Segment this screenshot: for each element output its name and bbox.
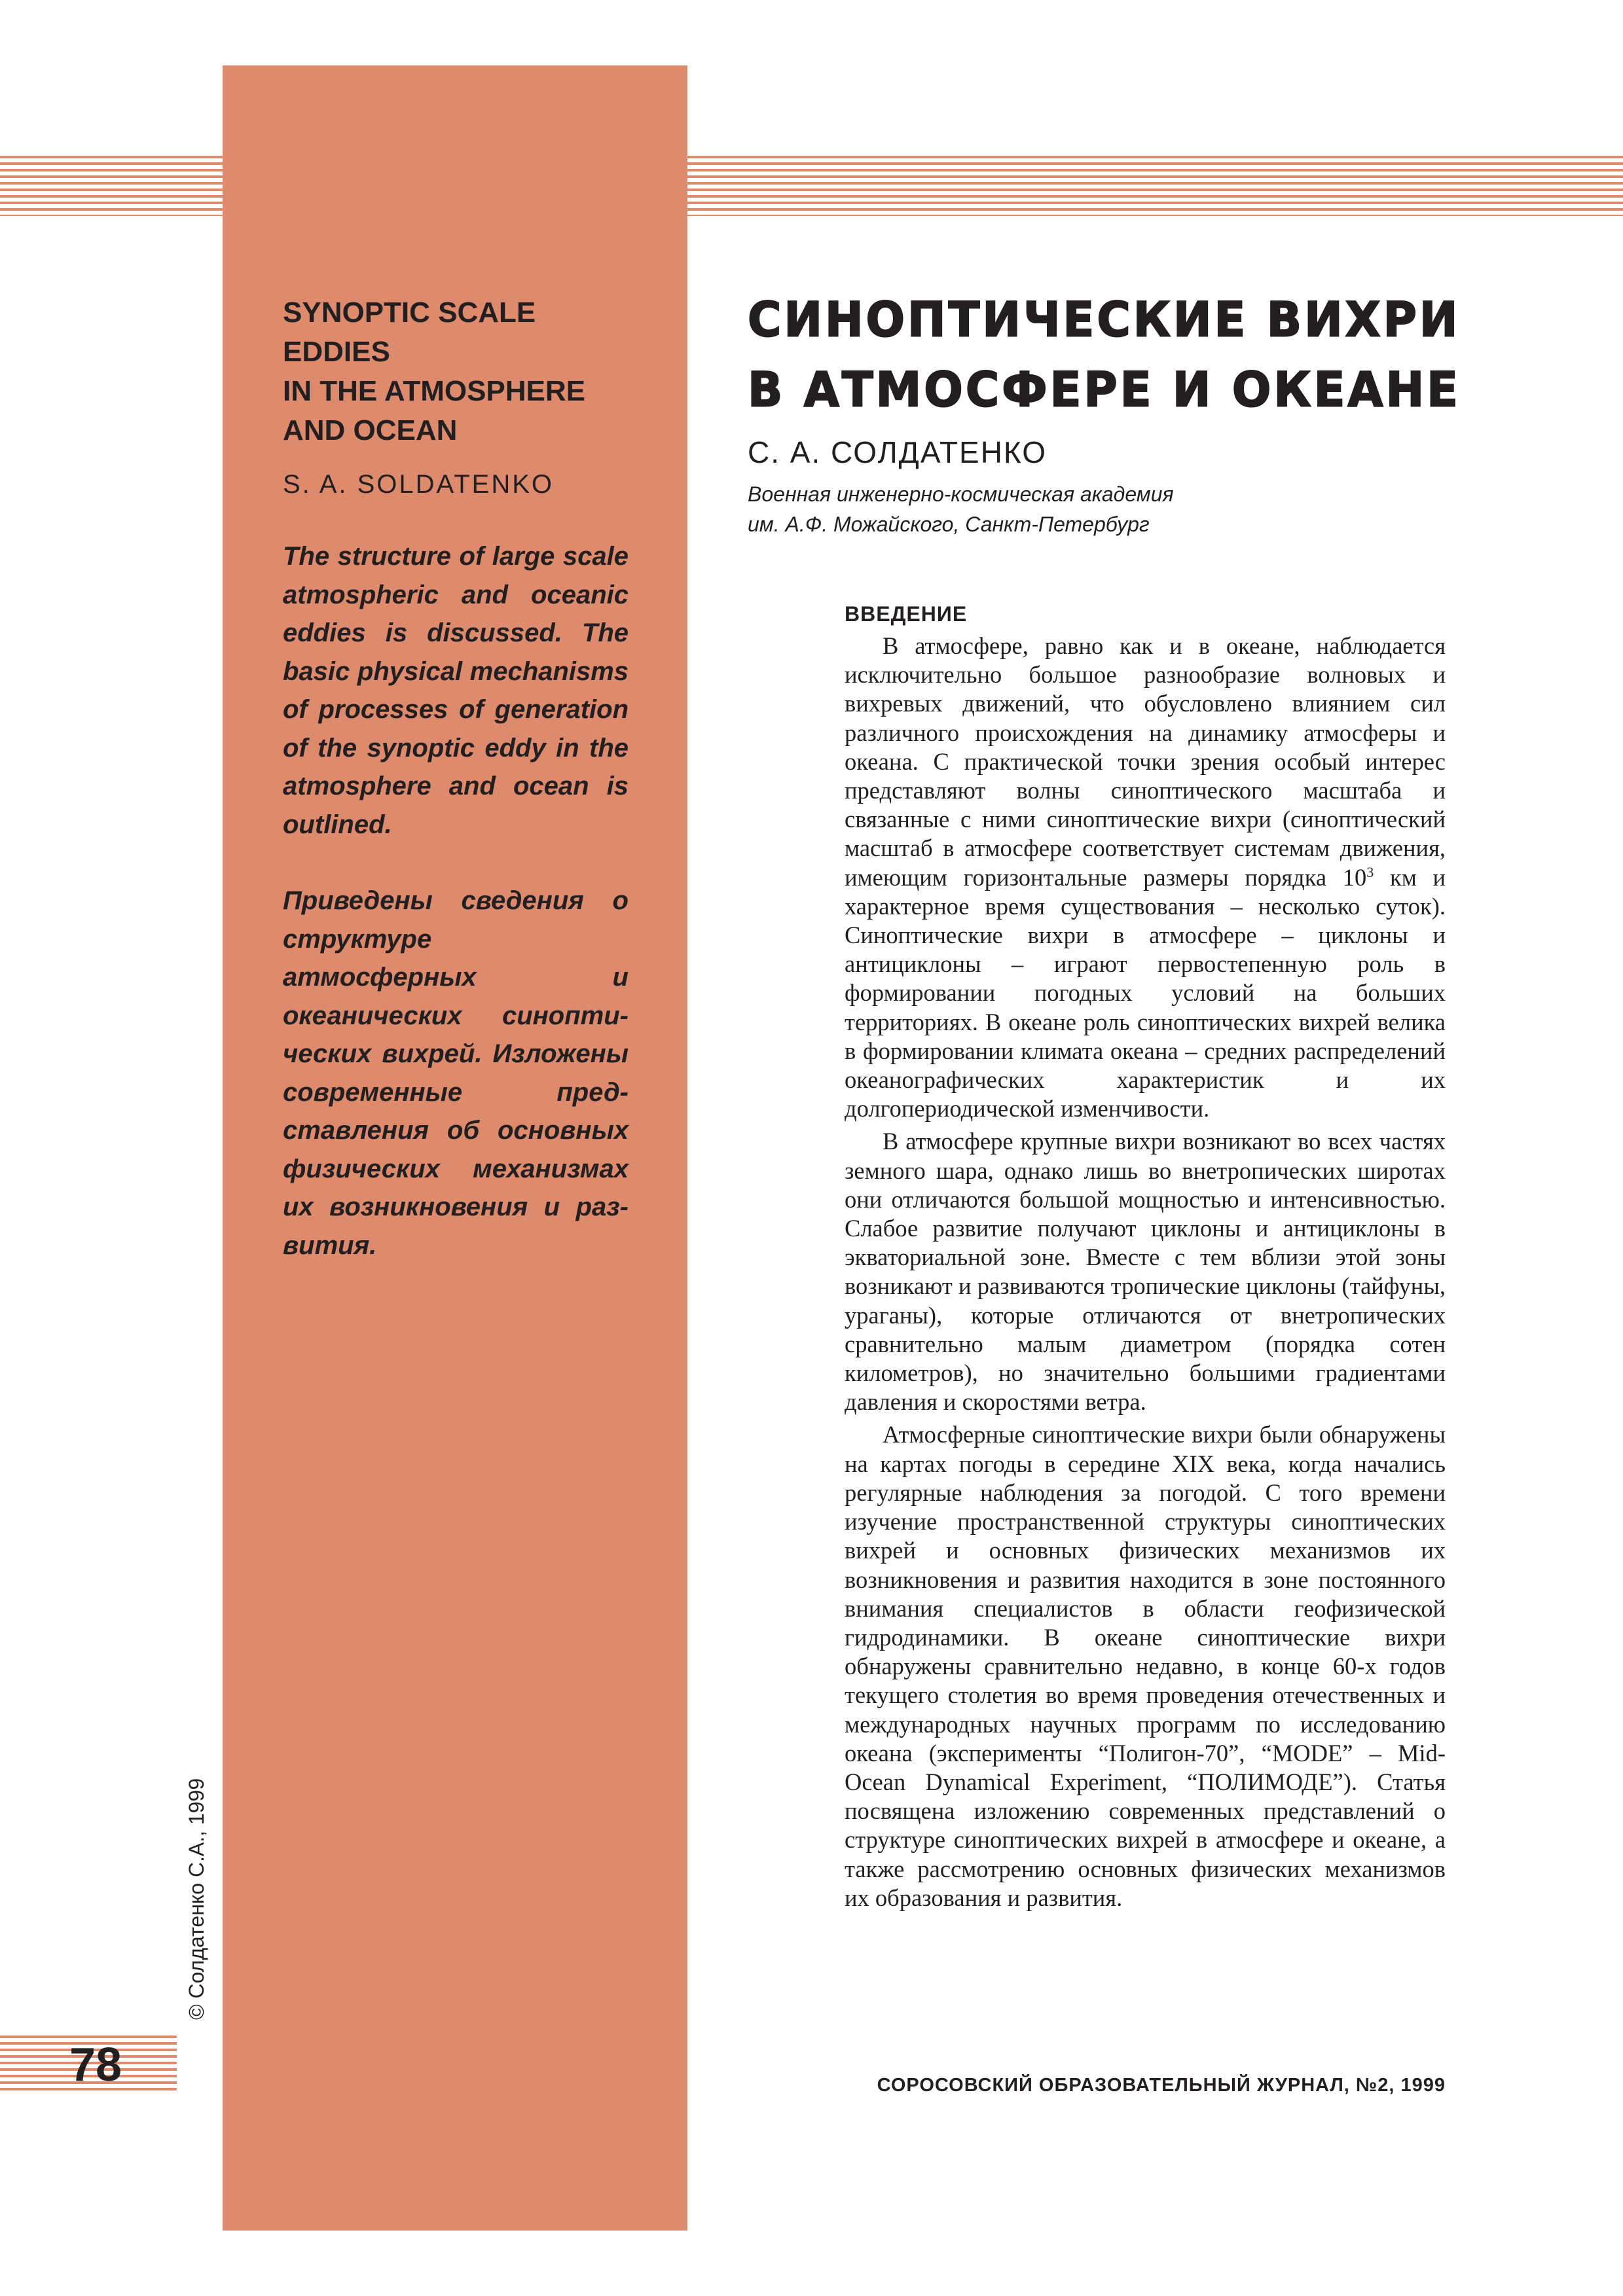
russian-abstract: Приведены сведения о структуре атмосферных и океанических синоптических вихрей. Изложены современные представления об основных физических механизмах их возникновения и развития. bbox=[283, 886, 629, 1260]
page-number: 78 bbox=[69, 2039, 122, 2091]
article-title-line: В АТМОСФЕРЕ И ОКЕАНЕ bbox=[748, 361, 1461, 418]
english-abstract: The structure of large scale atmospheric and oceanic eddies is discussed. The basic physical mechanisms of processes of generation of the synoptic eddy in the atmosphere and ocean is outlined. bbox=[283, 542, 629, 839]
body-paragraph: Атмосферные синоптические вихри были обнаружены на картах погоды в середине XIX века, когда начались регулярные наблюдения за погодой. С того времени изучение пространственной структуры синоптических вихрей и основных физических механизмов их возникновения и развития находится в зоне постоянного внимания специалистов в области геофизической гидродинамики. В океане синоптические вихри обнаружены сравнительно недавно, в конце 60-х годов текущего столетия во время проведения отечественных и международных научных программ по исследованию океана (эксперименты “Полигон-70”, “MODE” – Mid-Ocean Dynamical Experiment, “ПОЛИМОДЕ”). Статья посвящена изложению современных представлений о структуре синоптических вихрей в атмосфере и океане, а также рассмотрению основных физических механизмов их образования и развития. bbox=[845, 1421, 1446, 1911]
journal-footer: СОРОСОВСКИЙ ОБРАЗОВАТЕЛЬНЫЙ ЖУРНАЛ, №2, 1999 bbox=[877, 2075, 1446, 2096]
english-title-line: SYNOPTIC SCALE EDDIES bbox=[283, 296, 536, 368]
article-title bbox=[748, 285, 1468, 425]
affiliation-line: Военная инженерно-космическая академия bbox=[748, 482, 1174, 506]
superscript: 3 bbox=[1366, 863, 1374, 880]
paragraph-text: В атмосфере, равно как и в океане, наблюдается исключительно большое разнообразие волновых и вихревых движений, что обусловлено влиянием сил различного происхождения на динамику атмосферы и океана. С практической точки зрения особый интерес представляют волны синоптического масштаба и связанные с ними синоптические вихри (синоптический масштаб в атмосфере соответствует системам движения, имеющим горизонтальные размеры порядка 10 bbox=[845, 632, 1446, 891]
section-heading: ВВЕДЕНИЕ bbox=[845, 602, 968, 626]
copyright-notice: © Солдатенко С.А., 1999 bbox=[185, 1778, 208, 2020]
paragraph-text: км и характерное время существования – несколько суток). Синоптические вихри в атмосфере – циклоны и антициклоны – играют первостепенную роль в формировании погодных условий на больших территориях. В океане роль синоптических вихрей велика в формировании климата океана – средних распределений океанографических характеристик и их долгопериодической изменчивости. bbox=[845, 863, 1446, 1122]
article-title-line: СИНОПТИЧЕСКИЕ ВИХРИ bbox=[748, 291, 1461, 348]
english-title-line: AND OCEAN bbox=[283, 414, 458, 446]
article-body bbox=[845, 602, 1446, 1916]
english-title bbox=[283, 293, 629, 450]
affiliation bbox=[748, 479, 1402, 539]
affiliation-line: им. А.Ф. Можайского, Санкт-Петербург bbox=[748, 512, 1150, 536]
body-paragraph: В атмосфере крупные вихри возникают во всех частях земного шара, однако лишь во внетропических широтах они отличаются большой мощностью и интенсивностью. Слабое развитие получают циклоны и антициклоны в экваториальной зоне. Вместе с тем вблизи этой зоны возникают и развиваются тропические циклоны (тайфуны, ураганы), которые отличаются от внетропических сравнительно малым диаметром (порядка сотен километров), но значительно большими градиентами давления и скоростями ветра. bbox=[845, 1128, 1446, 1416]
english-summary bbox=[283, 293, 629, 1265]
english-author: S. A. SOLDATENKO bbox=[283, 470, 555, 499]
article-author: С. А. СОЛДАТЕНКО bbox=[748, 435, 1047, 469]
english-title-line: IN THE ATMOSPHERE bbox=[283, 375, 586, 407]
body-paragraph bbox=[845, 632, 1446, 1123]
